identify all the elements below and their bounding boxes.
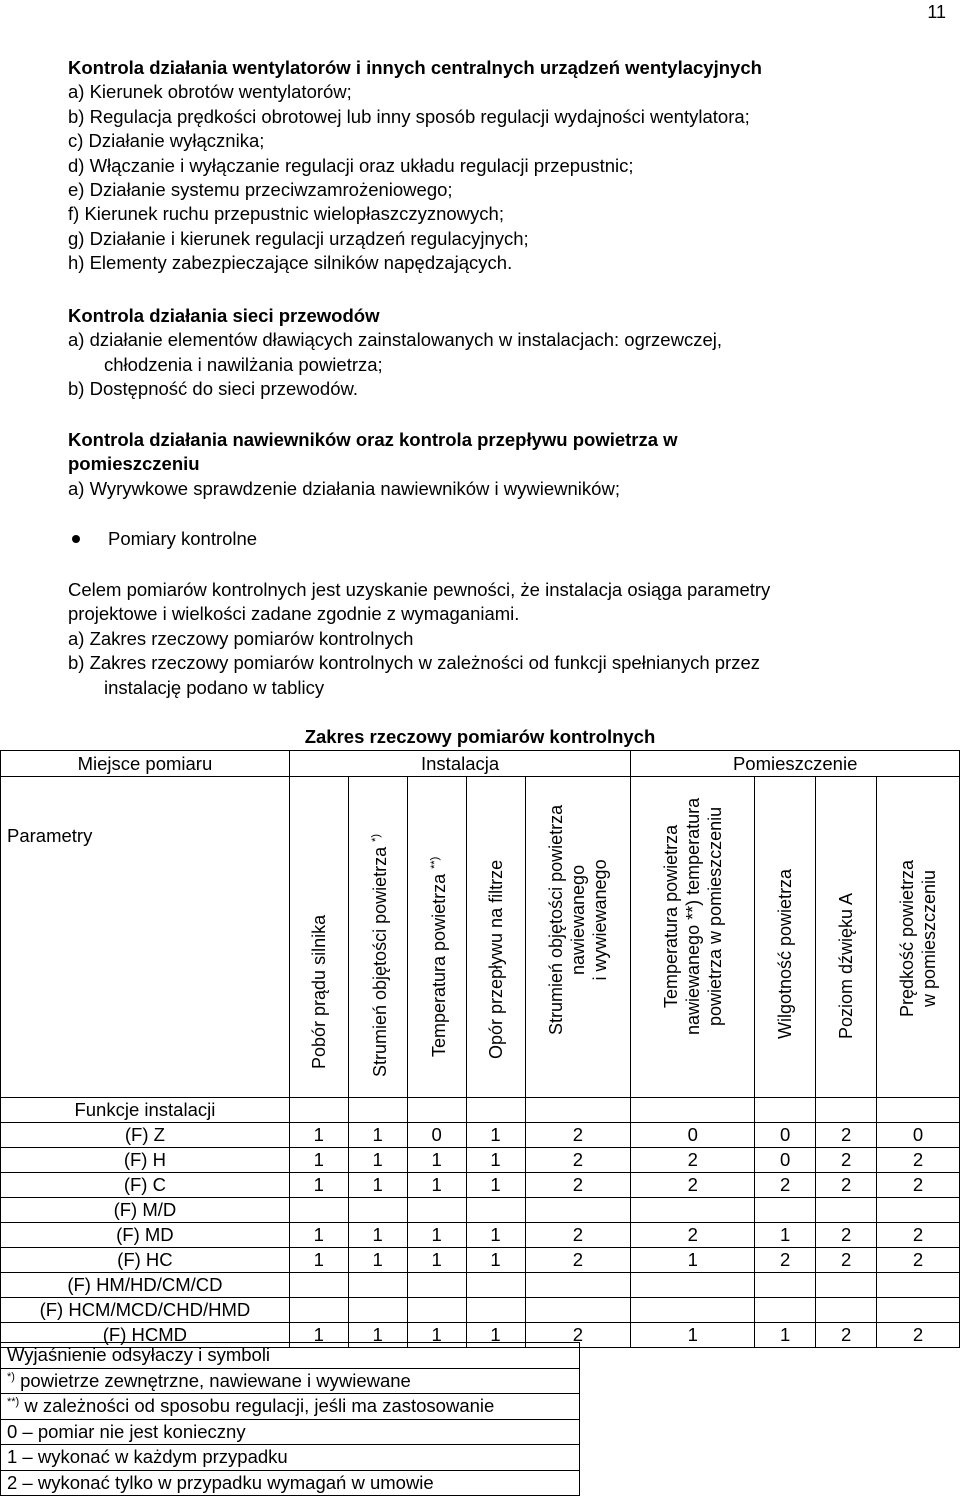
table-cell: 1 <box>348 1148 407 1173</box>
table-cell <box>407 1273 466 1298</box>
section-fans <box>68 56 948 276</box>
table-row <box>1 1273 960 1298</box>
table-cell <box>348 1273 407 1298</box>
table-cell: 1 <box>466 1123 525 1148</box>
table-cell: 2 <box>877 1223 960 1248</box>
symbol-item: 1 – wykonać w każdym przypadku <box>1 1445 580 1471</box>
table-cell: 1 <box>407 1248 466 1273</box>
column-header <box>755 777 816 1098</box>
table-cell: 1 <box>348 1173 407 1198</box>
section-fans-title: Kontrola działania wentylatorów i innych centralnych urządzeń wentylacyjnych <box>68 57 762 78</box>
column-header <box>816 777 877 1098</box>
table-cell: 1 <box>289 1148 348 1173</box>
functions-header: Funkcje instalacji <box>1 1098 290 1123</box>
list-item: a) Zakres rzeczowy pomiarów kontrolnych <box>68 627 414 649</box>
table-cell: 1 <box>289 1123 348 1148</box>
table-cell: 2 <box>816 1173 877 1198</box>
table-cell <box>348 1298 407 1323</box>
column-header-text: powietrza w pomieszczeniu <box>704 806 725 1026</box>
table-row <box>1 1148 960 1173</box>
table-cell: 2 <box>525 1148 631 1173</box>
table-cell <box>525 1273 631 1298</box>
section-diffusers-title-cont: pomieszczeniu <box>68 453 200 475</box>
row-name: (F) MD <box>1 1223 290 1248</box>
table-cell: 1 <box>631 1323 755 1348</box>
column-header <box>631 777 755 1098</box>
table-cell: 1 <box>407 1148 466 1173</box>
table-cell <box>877 1198 960 1223</box>
table-cell: 1 <box>289 1248 348 1273</box>
column-header-text: Temperatura powietrza <box>660 824 681 1008</box>
table-cell: 1 <box>348 1223 407 1248</box>
footnote-mark: **) <box>7 1396 20 1409</box>
table-row <box>1 1173 960 1198</box>
list-item: c) Działanie wyłącznika; <box>68 130 265 152</box>
table-cell: 2 <box>631 1223 755 1248</box>
table-cell: 1 <box>466 1148 525 1173</box>
table-cell: 2 <box>877 1173 960 1198</box>
room-header: Pomieszczenie <box>631 751 960 777</box>
table-cell: 1 <box>755 1223 816 1248</box>
row-name: (F) HC <box>1 1248 290 1273</box>
list-item-continuation: chłodzenia i nawilżania powietrza; <box>104 353 383 375</box>
table-cell: 2 <box>877 1323 960 1348</box>
table-cell <box>631 1298 755 1323</box>
table-cell: 1 <box>755 1323 816 1348</box>
table-cell <box>466 1273 525 1298</box>
section-diffusers <box>68 428 948 501</box>
table-cell: 0 <box>407 1123 466 1148</box>
column-header <box>289 777 348 1098</box>
list-item: a) działanie elementów dławiących zainstalowanych w instalacjach: ogrzewczej, <box>68 329 722 351</box>
table-cell <box>755 1198 816 1223</box>
table-cell: 2 <box>525 1123 631 1148</box>
table-cell: 2 <box>816 1323 877 1348</box>
table-cell: 1 <box>407 1323 466 1348</box>
table-cell: 2 <box>816 1248 877 1273</box>
table-cell: 0 <box>755 1148 816 1173</box>
column-header <box>407 777 466 1098</box>
table-cell: 2 <box>877 1148 960 1173</box>
row-name: (F) HCM/MCD/CHD/HMD <box>1 1298 290 1323</box>
row-name: (F) HM/HD/CM/CD <box>1 1273 290 1298</box>
measurement-paragraph <box>68 578 948 700</box>
list-item: f) Kierunek ruchu przepustnic wielopłaszczyznowych; <box>68 203 504 225</box>
table-cell <box>348 1198 407 1223</box>
table-row <box>1 1298 960 1323</box>
table-title-text: Zakres rzeczowy pomiarów kontrolnych <box>304 726 656 747</box>
row-name: (F) H <box>1 1148 290 1173</box>
place-header: Miejsce pomiaru <box>1 751 290 777</box>
table-cell: 2 <box>631 1148 755 1173</box>
row-name: (F) HCMD <box>1 1323 290 1348</box>
bullet-item <box>68 528 257 550</box>
table-cell: 2 <box>755 1173 816 1198</box>
table-cell: 1 <box>289 1223 348 1248</box>
table-cell <box>289 1198 348 1223</box>
table-cell: 2 <box>816 1223 877 1248</box>
column-header-text: Poziom dźwięku A <box>836 892 857 1039</box>
column-header-text: Prędkość powietrza <box>897 859 918 1017</box>
params-header: Parametry <box>1 777 290 1098</box>
table-cell <box>877 1273 960 1298</box>
table-row <box>1 1223 960 1248</box>
table-cell <box>816 1198 877 1223</box>
installation-header: Instalacja <box>289 751 631 777</box>
table-cell: 2 <box>525 1173 631 1198</box>
table-cell: 2 <box>816 1148 877 1173</box>
column-headers-row <box>1 777 960 1098</box>
table-cell: 1 <box>289 1173 348 1198</box>
table-cell: 1 <box>466 1223 525 1248</box>
table-cell: 2 <box>525 1323 631 1348</box>
table-cell: 2 <box>525 1223 631 1248</box>
row-name: (F) C <box>1 1173 290 1198</box>
note-text: powietrze zewnętrzne, nawiewane i wywiewane <box>14 1369 411 1391</box>
column-header-text: Temperatura powietrza <box>428 873 449 1057</box>
list-item: h) Elementy zabezpieczające silników napędzających. <box>68 252 513 274</box>
list-item: d) Włączanie i wyłączanie regulacji oraz układu regulacji przepustnic; <box>68 154 634 176</box>
list-item: g) Działanie i kierunek regulacji urządzeń regulacyjnych; <box>68 227 529 249</box>
table-cell: 1 <box>407 1223 466 1248</box>
table-cell: 1 <box>348 1248 407 1273</box>
table-cell <box>289 1298 348 1323</box>
list-item: e) Działanie systemu przeciwzamrożeniowego; <box>68 179 453 201</box>
paragraph-line: Celem pomiarów kontrolnych jest uzyskanie pewności, że instalacja osiąga parametry <box>68 579 771 600</box>
table-cell <box>407 1298 466 1323</box>
symbol-item: 0 – pomiar nie jest konieczny <box>1 1419 580 1445</box>
symbol-item: 2 – wykonać tylko w przypadku wymagań w umowie <box>1 1470 580 1496</box>
table-row <box>1 1198 960 1223</box>
bullet-icon <box>72 535 80 543</box>
footnote-mark: *) <box>7 1370 15 1383</box>
table-cell: 0 <box>631 1123 755 1148</box>
page-number: 11 <box>927 2 946 22</box>
table-cell <box>631 1273 755 1298</box>
column-header-text: Strumień objętości powietrza <box>369 846 390 1077</box>
table-cell: 1 <box>466 1248 525 1273</box>
table-cell: 1 <box>289 1323 348 1348</box>
note-text: w zależności od sposobu regulacji, jeśli ma zastosowanie <box>19 1395 495 1417</box>
list-item: b) Regulacja prędkości obrotowej lub inny sposób regulacji wydajności wentylatora; <box>68 105 750 127</box>
table-cell <box>755 1298 816 1323</box>
note-item <box>1 1368 580 1394</box>
measurement-table <box>0 750 960 1348</box>
table-cell <box>525 1298 631 1323</box>
list-item: a) Wyrywkowe sprawdzenie działania nawiewników i wywiewników; <box>68 477 620 499</box>
column-header-text: Wilgotność powietrza <box>775 868 796 1039</box>
table-cell <box>407 1198 466 1223</box>
table-row <box>1 1248 960 1273</box>
column-header-text: Strumień objętości powietrza <box>545 804 566 1035</box>
table-cell: 2 <box>755 1248 816 1273</box>
table-cell: 0 <box>877 1123 960 1148</box>
column-header <box>466 777 525 1098</box>
column-header <box>348 777 407 1098</box>
column-header <box>877 777 960 1098</box>
table-cell <box>631 1198 755 1223</box>
column-header <box>525 777 631 1098</box>
table-cell: 1 <box>466 1173 525 1198</box>
column-header-text: i wywiewanego <box>589 859 610 981</box>
note-item <box>1 1394 580 1420</box>
table-cell: 1 <box>348 1323 407 1348</box>
table-cell: 2 <box>631 1173 755 1198</box>
section-diffusers-title: Kontrola działania nawiewników oraz kontrola przepływu powietrza w <box>68 429 678 450</box>
table-cell: 1 <box>407 1173 466 1198</box>
footnote-mark: *) <box>369 833 382 842</box>
column-header-text: Pobór prądu silnika <box>308 914 329 1069</box>
row-name: (F) Z <box>1 1123 290 1148</box>
bullet-label: Pomiary kontrolne <box>108 528 258 549</box>
table-cell: 2 <box>877 1248 960 1273</box>
notes-title: Wyjaśnienie odsyłaczy i symboli <box>1 1343 580 1369</box>
list-item: b) Dostępność do sieci przewodów. <box>68 378 358 400</box>
table-cell <box>289 1273 348 1298</box>
list-item-continuation: instalację podano w tablicy <box>104 676 325 698</box>
column-header-text: w pomieszczeniu <box>919 869 940 1007</box>
table-cell <box>525 1198 631 1223</box>
section-ducts-title: Kontrola działania sieci przewodów <box>68 305 380 326</box>
column-header-text: Opór przepływu na filtrze <box>485 859 506 1059</box>
table-cell: 0 <box>755 1123 816 1148</box>
table-title <box>0 726 960 748</box>
table-cell <box>466 1198 525 1223</box>
footnote-mark: **) <box>428 856 441 869</box>
table-cell: 2 <box>816 1123 877 1148</box>
notes-table <box>0 1342 580 1496</box>
row-name: (F) M/D <box>1 1198 290 1223</box>
table-cell <box>466 1298 525 1323</box>
table-cell: 2 <box>525 1248 631 1273</box>
table-cell: 1 <box>348 1123 407 1148</box>
table-cell: 1 <box>466 1323 525 1348</box>
table-cell <box>816 1298 877 1323</box>
list-item: b) Zakres rzeczowy pomiarów kontrolnych w zależności od funkcji spełnianych przez <box>68 652 760 674</box>
list-item: a) Kierunek obrotów wentylatorów; <box>68 81 352 103</box>
table-cell: 1 <box>631 1248 755 1273</box>
section-ducts <box>68 304 948 402</box>
table-cell <box>877 1298 960 1323</box>
table-cell <box>816 1273 877 1298</box>
table-cell <box>755 1273 816 1298</box>
column-header-text: nawiewanego **) temperatura <box>682 797 703 1035</box>
paragraph-line: projektowe i wielkości zadane zgodnie z wymaganiami. <box>68 603 520 625</box>
column-header-text: nawiewanego <box>567 864 588 975</box>
table-row <box>1 1123 960 1148</box>
